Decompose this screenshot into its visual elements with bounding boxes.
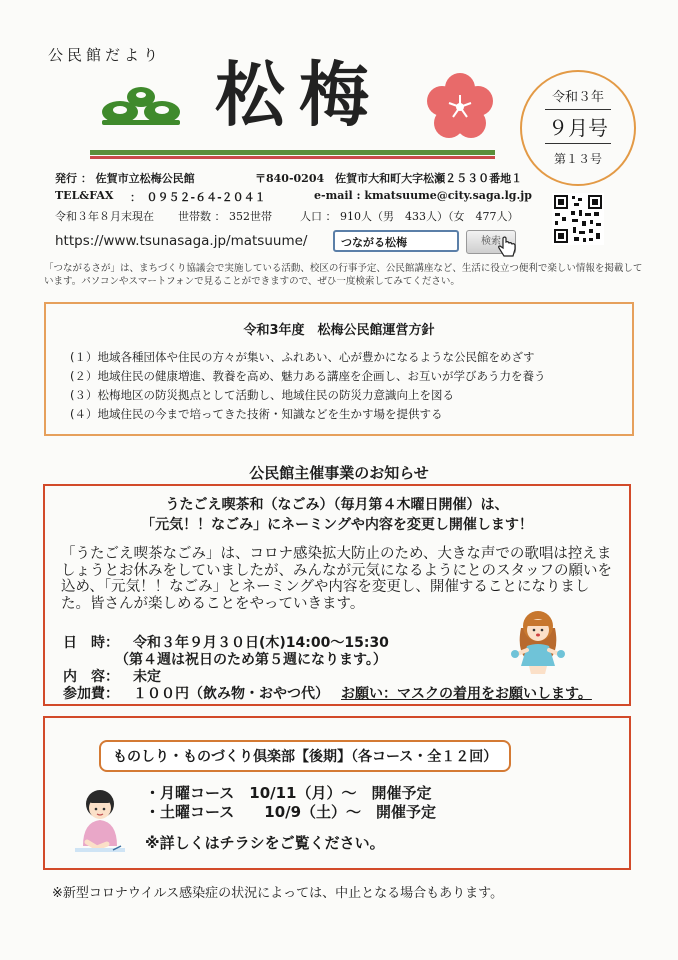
event-headline: うたごえ喫茶和（なごみ）（毎月第４木曜日開催）は、: [165, 497, 509, 513]
policy-box: [44, 302, 634, 436]
policy-item: (４）地域住民の今まで培ってきた技術・知識などを生かす場を提供する: [70, 407, 443, 421]
crafting-woman-illustration-icon: [73, 786, 127, 860]
club-details-note: ※詳しくはチラシをご覧ください。: [145, 834, 385, 852]
title-rule: [90, 150, 495, 155]
mask-request: お願い：マスクの着用をお願いします。: [341, 686, 592, 702]
address: 〒840-0204 佐賀市大和町大字松瀬２５３０番地１: [255, 172, 523, 185]
pointer-hand-icon: [497, 236, 517, 258]
footnote: ※新型コロナウイルス感染症の状況によっては、中止となる場合もあります。: [52, 886, 504, 901]
telfax-number: ： ０９５２-６４-２０４１: [130, 191, 266, 204]
singing-girl-illustration-icon: [503, 602, 573, 676]
club-course-monday: ・月曜コース 10/11（月）～ 開催予定: [145, 784, 432, 802]
as-of-date: 令和３年８月末現在: [55, 210, 154, 223]
event-box: [43, 484, 631, 706]
policy-item: (１）地域各種団体や住民の方々が集い、ふれあい、心が豊かになるような公民館をめざす: [70, 350, 535, 364]
search-button-label: 検索: [481, 236, 501, 247]
issue-badge: [520, 70, 636, 186]
title-rule-accent: [90, 156, 495, 159]
plum-blossom-icon: [425, 72, 495, 142]
policy-item: (２）地域住民の健康増進、教養を高め、魅力ある講座を企画し、お互いが学びあう力を養う: [70, 369, 546, 383]
search-input[interactable]: つながる松梅: [333, 230, 459, 252]
event-description: 「うたごえ喫茶なごみ」は、コロナ感染拡大防止のため、大きな声での歌唱は控えましょうとお休みをしていましたが、みんなが元気になるようにとのスタッフの願いを込め、「元気！！なごみ」とネーミングや内容を変更し、開催することになりました。皆さんが楽しめることをやっていきます。: [61, 546, 612, 612]
issue-year: 令和３年: [551, 90, 604, 105]
event-date-note: （第４週は祝日のため第５週になります。）: [115, 652, 387, 668]
qr-code-icon[interactable]: [552, 193, 604, 245]
event-content-label: 内 容：: [63, 669, 119, 685]
issue-month: ９月号: [545, 109, 611, 144]
event-date: 令和３年９月３０日(木)14:00～15:30: [133, 635, 389, 651]
event-fee: １００円（飲み物・おやつ代）: [133, 686, 329, 702]
event-headline-rename: 「元気！！なごみ」にネーミングや内容を変更し開催します！: [141, 517, 533, 533]
event-date-label: 日 時：: [63, 635, 119, 651]
email: e-mail : kmatsuume@city.saga.lg.jp: [314, 189, 532, 202]
club-title: ものしり・ものづくり倶楽部【後期】（各コース・全１２回）: [99, 740, 511, 772]
search-description: 「つながるさが」は、まちづくり協議会で実施している活動、校区の行事予定、公民館講座など、生活に役立つ便利で楽しい情報を掲載しています。パソコンやスマートフォンで見ることができますので、ぜひ一度検索してみてください。: [44, 263, 643, 287]
policy-item: (３）松梅地区の防災拠点として活動し、地域住民の防災力意識向上を図る: [70, 388, 454, 402]
newsletter-label: 公民館だより: [48, 46, 163, 64]
telfax-label: TEL&FAX: [55, 189, 114, 202]
club-box: [43, 716, 631, 870]
newsletter-title: 松梅: [215, 53, 383, 136]
issue-number: 第１３号: [553, 152, 602, 166]
event-fee-label: 参加費：: [63, 686, 119, 702]
population: 人口 ： 910人（男 433人）（女 477人）: [300, 210, 519, 223]
publisher: 発行 ： 佐賀市立松梅公民館: [55, 172, 195, 185]
events-heading: 公民館主催事業のお知らせ: [249, 464, 429, 482]
households: 世帯数 ： 352世帯: [178, 210, 272, 223]
event-content: 未定: [133, 669, 161, 685]
club-course-saturday: ・土曜コース 10/9（土）～ 開催予定: [145, 803, 437, 821]
website-url[interactable]: https://www.tsunasaga.jp/matsuume/: [55, 233, 308, 249]
pine-logo-icon: [100, 82, 182, 126]
policy-title: 令和3年度 松梅公民館運営方針: [243, 323, 435, 338]
